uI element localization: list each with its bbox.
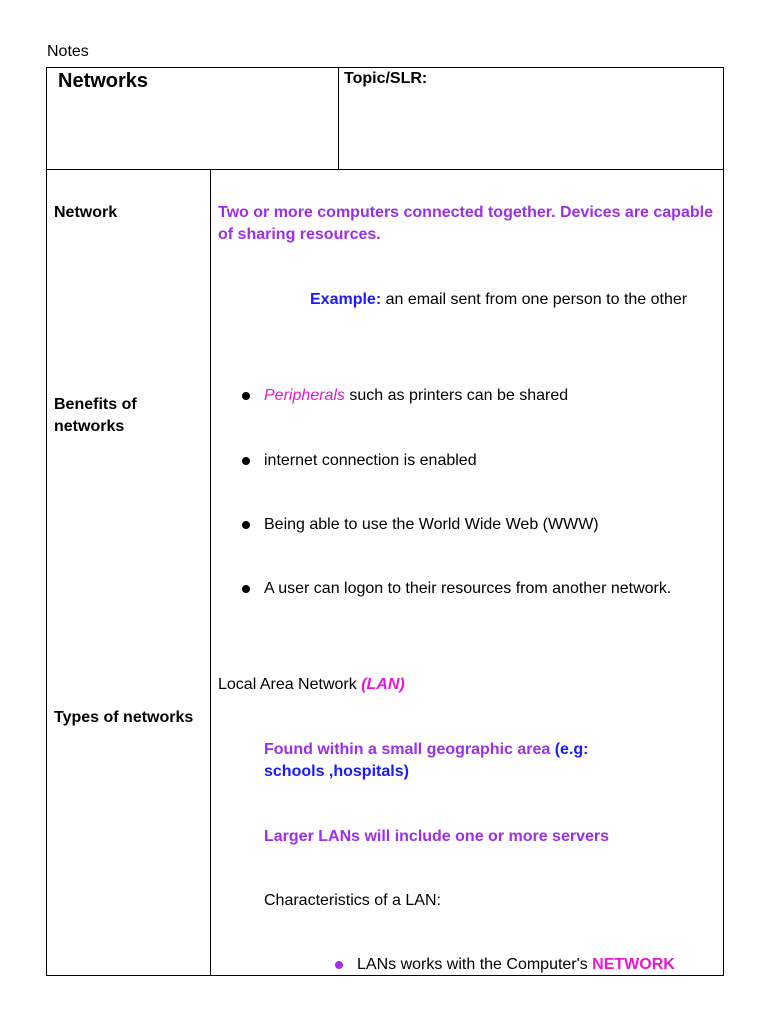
network-definition: Two or more computers connected together. Devices are capable of sharing resources. [218,204,713,243]
found-eg-a: (e.g: [554,741,589,758]
bullet-dot [242,521,250,529]
terms-column [46,169,211,976]
page-title: Networks [58,70,149,92]
bullet-dot [242,392,250,400]
notes-label: Notes [47,43,89,60]
bullet-dot [242,457,250,465]
lan-heading [218,674,405,696]
header-topic-cell [338,67,724,170]
benefit-item: A user can logon to their resources from another network. [264,580,672,597]
benefit-text: such as printers can be shared [344,387,569,404]
lan-characteristic-item [357,954,675,976]
term-benefits: Benefits of networks [54,396,137,435]
lan-abbrev: (LAN) [361,676,405,693]
network-emphasis: NETWORK [592,956,675,973]
lan-heading-text: Local Area Network [218,676,362,693]
benefit-item [264,385,568,407]
example-text: an email sent from one person to the other [381,291,688,308]
found-eg-b: schools ,hospitals) [264,763,409,780]
characteristics-label: Characteristics of a LAN: [264,892,441,909]
larger-lans-text: Larger LANs will include one or more servers [264,828,609,845]
bullet-dot [242,585,250,593]
found-text [264,739,624,783]
peripherals-term: Peripherals [264,387,345,404]
network-example [310,289,687,311]
topic-label: Topic/SLR: [344,70,428,87]
found-main: Found within a small geographic area [264,741,555,758]
bullet-dot [335,961,343,969]
header-title-cell [46,67,339,170]
benefit-item: Being able to use the World Wide Web (WWW) [264,516,599,533]
lan-characteristic-text: LANs works with the Computer's [357,956,593,973]
example-label: Example: [310,291,382,308]
term-types: Types of networks [54,709,194,726]
term-network: Network [54,204,118,221]
benefit-item: internet connection is enabled [264,452,477,469]
